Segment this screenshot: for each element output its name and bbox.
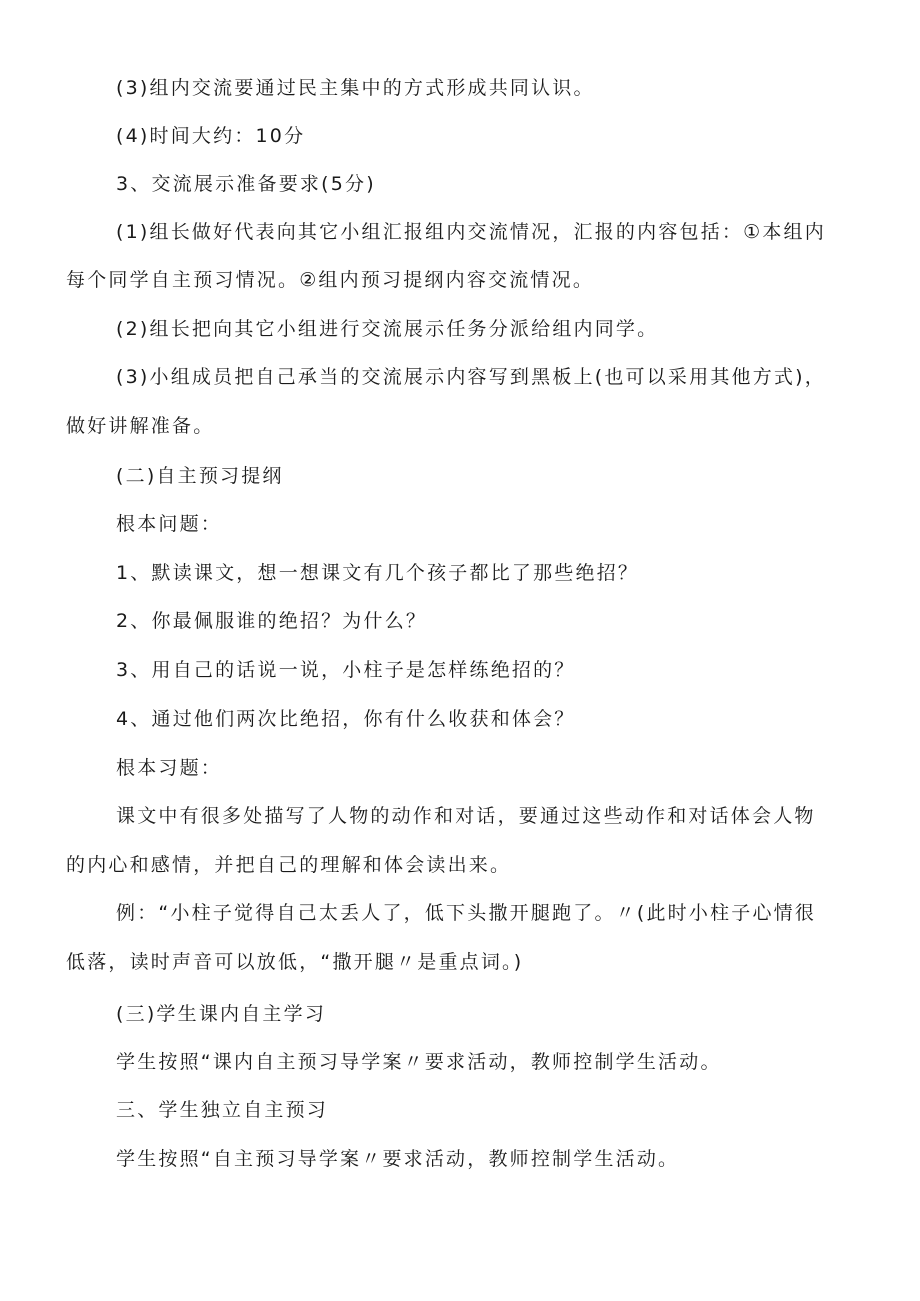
paragraph-line: 低落，读时声音可以放低，“撒开腿〃是重点词。): [66, 951, 524, 973]
paragraph-line: 学生按照“自主预习导学案〃要求活动，教师控制学生活动。: [116, 1148, 680, 1170]
paragraph-line: 的内心和感情，并把自己的理解和体会读出来。: [66, 854, 512, 876]
paragraph-line: (1)组长做好代表向其它小组汇报组内交流情况，汇报的内容包括：①本组内: [116, 221, 826, 243]
section-heading: (二)自主预习提纲: [116, 465, 284, 487]
paragraph-line: 学生按照“课内自主预习导学案〃要求活动，教师控制学生活动。: [116, 1051, 722, 1073]
question-item: 2、你最佩服谁的绝招？为什么？: [116, 610, 428, 632]
paragraph-line: (3)小组成员把自己承当的交流展示内容写到黑板上(也可以采用其他方式)，: [116, 366, 826, 388]
section-heading: (三)学生课内自主学习: [116, 1003, 327, 1025]
question-item: 4、通过他们两次比绝招，你有什么收获和体会？: [116, 708, 576, 730]
paragraph-line: (4)时间大约：10分: [116, 125, 306, 147]
section-heading: 3、交流展示准备要求(5分): [116, 173, 376, 195]
paragraph-line: 每个同学自主预习情况。②组内预习提纲内容交流情况。: [66, 269, 595, 291]
paragraph-line: 课文中有很多处描写了人物的动作和对话，要通过这些动作和对话体会人物: [116, 805, 816, 827]
subheading: 根本习题：: [116, 757, 223, 779]
paragraph-line: 例：“小柱子觉得自己太丢人了，低下头撒开腿跑了。〃(此时小柱子心情很: [116, 902, 817, 924]
paragraph-line: 做好讲解准备。: [66, 415, 215, 437]
subheading: 根本问题：: [116, 513, 223, 535]
section-heading: 三、学生独立自主预习: [116, 1099, 329, 1121]
paragraph-line: (2)组长把向其它小组进行交流展示任务分派给组内同学。: [116, 318, 659, 340]
question-item: 1、默读课文，想一想课文有几个孩子都比了那些绝招？: [116, 562, 640, 584]
paragraph-line: (3)组内交流要通过民主集中的方式形成共同认识。: [116, 77, 595, 99]
question-item: 3、用自己的话说一说，小柱子是怎样练绝招的？: [116, 659, 576, 681]
